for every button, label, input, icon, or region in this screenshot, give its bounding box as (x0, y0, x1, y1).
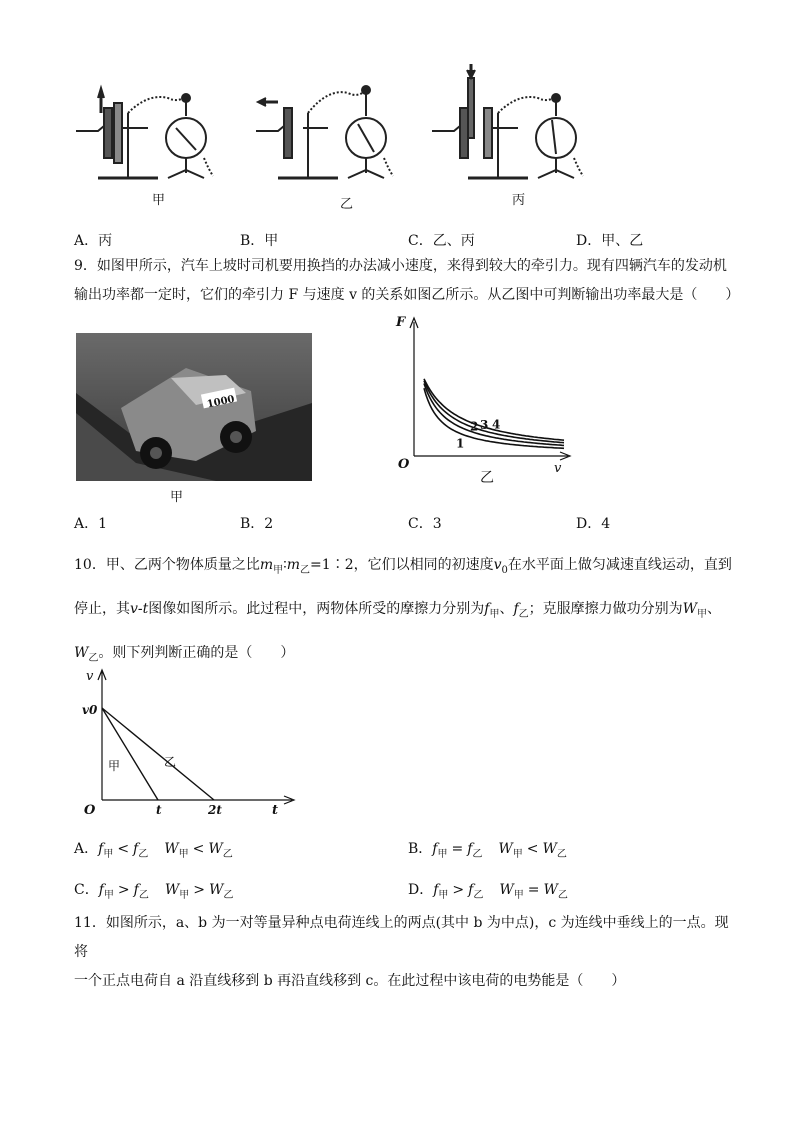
caption-yi: 乙 (340, 197, 354, 212)
q10-option-c[interactable] (74, 879, 233, 901)
option-text: 2 (264, 516, 274, 532)
w-relation: > (193, 882, 205, 898)
f-symbol: f (467, 841, 473, 857)
option-letter: B． (240, 233, 265, 249)
w-symbol: W (208, 882, 224, 898)
q8-apparatus-figure (68, 58, 608, 218)
option-letter: C． (408, 516, 433, 532)
vt-x-tick-1: 2t (208, 803, 222, 817)
option-text: 3 (432, 516, 442, 532)
q10-vt-chart (74, 664, 300, 820)
q9-stem (74, 252, 740, 310)
f-symbol: f (98, 882, 104, 898)
q10-line-2: 停止，其v-t图像如图所示。此过程中，两物体所受的摩擦力分别为$f_甲$、$f_乙$；克服摩擦力做功分别为$W_甲$、 (74, 600, 722, 620)
q8-option-b[interactable] (240, 230, 278, 250)
q8-option-d[interactable] (576, 230, 643, 250)
f-symbol: f (133, 882, 139, 898)
w-symbol: W (208, 841, 223, 857)
option-text: 甲、乙 (601, 233, 644, 249)
w-symbol: W (543, 882, 558, 898)
vt-y-tick-v0: v0 (82, 703, 98, 717)
q11-line-1: 11．如图所示，a、b 为一对等量异种点电荷连线上的两点(其中 b 为中点)，c 为连线中垂线上的一点。现将 (74, 915, 729, 960)
vt-line-yi (102, 708, 214, 800)
q9-option-d[interactable] (576, 513, 610, 533)
f-symbol: f (468, 882, 474, 898)
apparatus-jia (76, 88, 213, 178)
q10-option-b[interactable] (408, 838, 567, 860)
fv-curve-label-4: 4 (492, 417, 501, 432)
fv-chart-caption: 乙 (480, 470, 494, 486)
vt-x-tick-0: t (156, 803, 162, 817)
f-subscript-jia: 甲 (437, 848, 448, 860)
f-subscript-yi: 乙 (472, 848, 483, 860)
fv-curve-2 (424, 384, 564, 446)
w-symbol: W (164, 841, 179, 857)
w-subscript-jia: 甲 (513, 889, 524, 901)
f-symbol: f (98, 841, 104, 857)
vt-origin-label: O (84, 803, 96, 818)
w-subscript-yi: 乙 (222, 848, 233, 860)
w-subscript-yi: 乙 (223, 889, 234, 901)
car-plate: 1000 (206, 393, 236, 411)
option-letter: A． (74, 233, 99, 249)
q9-option-a[interactable] (74, 513, 107, 533)
q9-force-velocity-chart (392, 310, 576, 490)
q9-option-c[interactable] (408, 513, 442, 533)
w-subscript-yi: 乙 (557, 889, 568, 901)
option-letter: C． (74, 882, 99, 898)
option-letter: A． (74, 516, 99, 532)
q10-option-a[interactable] (74, 838, 233, 860)
f-subscript-yi: 乙 (473, 889, 484, 901)
option-letter: A． (74, 841, 99, 857)
fv-curve-label-2: 2 (470, 419, 479, 434)
option-text: 甲 (264, 233, 279, 249)
option-letter: C． (408, 233, 433, 249)
vt-v-axis-label: v (86, 669, 94, 684)
option-letter: D． (408, 882, 434, 898)
w-symbol: W (498, 841, 513, 857)
fv-origin-label: O (398, 457, 410, 472)
q9-option-b[interactable] (240, 513, 273, 533)
q9-line-1: 9．如图甲所示，汽车上坡时司机要用换挡的办法减小速度，来得到较大的牵引力。现有四辆汽车的发动机 (74, 258, 727, 274)
w-relation: = (527, 882, 540, 898)
q9-line-2: 输出功率都一定时，它们的牵引力 F 与速度 v 的关系如图乙所示。从乙图中可判断输出功率最大是（ ） (74, 287, 740, 303)
w-subscript-jia: 甲 (512, 848, 523, 860)
q10-line-3: $W_乙$。则下列判断正确的是（ ） (74, 644, 295, 664)
q8-option-c[interactable] (408, 230, 475, 250)
f-relation: = (451, 841, 464, 857)
f-axis-label: F (396, 315, 406, 330)
vt-t-axis-label: t (272, 803, 279, 818)
q9-car-photo (76, 333, 312, 481)
mass-ratio: 1∶2 (321, 557, 354, 573)
apparatus-yi (256, 86, 393, 178)
caption-jia: 甲 (152, 193, 166, 208)
w-relation: < (192, 841, 205, 857)
q10-option-d[interactable] (408, 879, 568, 901)
vt-series-label-jia: 甲 (108, 759, 121, 773)
q10-line-1: 10．甲、乙两个物体质量之比$m_甲∶m_乙=1∶2$，它们以相同的初速度$v_0$在水平面上做匀减速直线运动，直到 (74, 557, 732, 576)
f-relation: > (117, 882, 130, 898)
f-symbol: f (432, 841, 438, 857)
q9-photo-caption: 甲 (170, 490, 184, 505)
option-text: 丙 (98, 233, 113, 249)
q10-stem (74, 546, 734, 677)
option-letter: B． (408, 841, 433, 857)
w-symbol: W (542, 841, 557, 857)
apparatus-bing (432, 64, 583, 178)
w-relation: < (526, 841, 539, 857)
option-text: 4 (601, 516, 611, 532)
option-letter: D． (576, 233, 602, 249)
q11-line-2: 一个正点电荷自 a 沿直线移到 b 再沿直线移到 c。在此过程中该电荷的电势能是（ ） (74, 973, 626, 989)
caption-bing: 丙 (512, 193, 526, 208)
f-relation: > (452, 882, 465, 898)
option-letter: B． (240, 516, 265, 532)
q11-stem (74, 909, 734, 996)
w-symbol: W (499, 882, 514, 898)
f-subscript-jia: 甲 (103, 848, 114, 860)
f-relation: < (117, 841, 130, 857)
option-text: 乙、丙 (432, 233, 475, 249)
w-symbol: W (164, 882, 180, 898)
option-letter: D． (576, 516, 602, 532)
fv-curve-label-3: 3 (480, 417, 489, 432)
vt-line-jia (102, 708, 158, 800)
fv-curve-3 (424, 381, 564, 443)
f-subscript-yi: 乙 (138, 889, 149, 901)
w-subscript-yi: 乙 (556, 848, 567, 860)
f-symbol: f (133, 841, 139, 857)
q8-option-a[interactable] (74, 230, 112, 250)
w-subscript-jia: 甲 (178, 848, 189, 860)
vt-series-label-yi: 乙 (164, 755, 177, 769)
f-symbol: f (433, 882, 439, 898)
option-text: 1 (98, 516, 108, 532)
w-subscript-jia: 甲 (179, 889, 190, 901)
f-subscript-jia: 甲 (438, 889, 449, 901)
f-subscript-jia: 甲 (103, 889, 114, 901)
fv-curve-label-1: 1 (456, 436, 465, 451)
f-subscript-yi: 乙 (138, 848, 149, 860)
v-axis-label: v (554, 461, 562, 476)
